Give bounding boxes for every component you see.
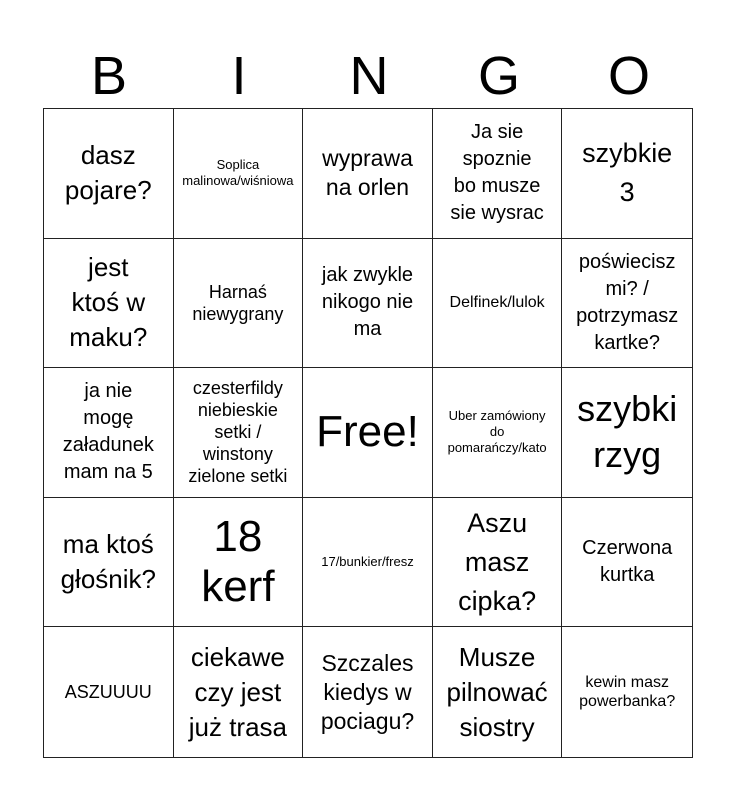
bingo-cell-text: ma ktoś głośnik?	[60, 529, 156, 595]
bingo-cell[interactable]	[562, 239, 692, 369]
header-letter-b: B	[90, 46, 128, 106]
bingo-cell-text: Uber zamówiony do pomarańczy/kato	[447, 408, 547, 456]
bingo-cell-text: Czerwona kurtka	[582, 537, 673, 587]
bingo-cell-text: jak zwykle nikogo nie ma	[321, 264, 414, 341]
bingo-header	[44, 44, 694, 108]
bingo-cell[interactable]	[433, 239, 563, 369]
bingo-cell[interactable]	[433, 627, 563, 757]
bingo-cell-text: dasz pojare?	[64, 140, 152, 206]
bingo-cell[interactable]	[433, 498, 563, 628]
bingo-cell-text: Musze pilnować siostry	[446, 641, 548, 742]
bingo-cell-text: ASZUUUU	[64, 682, 152, 703]
bingo-cell-text: 17/bunkier/fresz	[321, 554, 414, 570]
bingo-cell-text: 18 kerf	[201, 512, 275, 612]
bingo-cell[interactable]	[174, 239, 304, 369]
bingo-card-grid	[43, 108, 693, 758]
header-letter-g: G	[477, 46, 520, 106]
bingo-cell-text: Harnaś niewygrany	[192, 281, 284, 324]
bingo-cell-text: Szczales kiedys w pociagu?	[320, 649, 415, 734]
bingo-cell[interactable]	[44, 368, 174, 498]
bingo-cell[interactable]	[44, 109, 174, 239]
bingo-cell[interactable]	[174, 498, 304, 628]
bingo-cell-text: poświecisz mi? / potrzymasz kartke?	[576, 250, 679, 354]
free-space-text: Free!	[316, 407, 419, 457]
bingo-cell[interactable]	[562, 498, 692, 628]
header-letter-o: O	[607, 46, 650, 106]
bingo-cell[interactable]	[44, 239, 174, 369]
bingo-cell[interactable]	[44, 498, 174, 628]
bingo-cell-text: Ja sie spoznie bo musze sie wysrac	[450, 121, 544, 225]
bingo-cell-text: Aszu masz cipka?	[458, 507, 537, 616]
bingo-cell[interactable]	[303, 627, 433, 757]
bingo-cell[interactable]	[562, 368, 692, 498]
bingo-cell[interactable]	[303, 498, 433, 628]
header-letter-n: N	[349, 46, 389, 106]
bingo-cell[interactable]	[562, 627, 692, 757]
bingo-cell[interactable]	[303, 239, 433, 369]
bingo-cell[interactable]	[562, 109, 692, 239]
bingo-cell[interactable]	[174, 627, 304, 757]
bingo-cell[interactable]	[44, 627, 174, 757]
bingo-cell-text: kewin masz powerbanka?	[579, 674, 676, 711]
bingo-cell-text: czesterfildy niebieskie setki / winstony zielone setki	[188, 378, 288, 487]
bingo-cell[interactable]	[433, 109, 563, 239]
bingo-cell[interactable]	[174, 368, 304, 498]
bingo-cell-text: ciekawe czy jest już trasa	[188, 641, 288, 742]
bingo-cell-text: szybkie 3	[582, 138, 673, 208]
bingo-cell-text: szybki rzyg	[577, 388, 678, 476]
bingo-cell-text: ja nie mogę załadunek mam na 5	[62, 380, 154, 484]
bingo-cell[interactable]	[303, 109, 433, 239]
bingo-cell-text: Soplica malinowa/wiśniowa	[182, 157, 294, 189]
bingo-cell[interactable]	[433, 368, 563, 498]
bingo-cell[interactable]	[174, 109, 304, 239]
bingo-cell-text: wyprawa na orlen	[322, 145, 413, 201]
bingo-cell-text: Delfinek/lulok	[449, 294, 545, 312]
free-space-cell[interactable]	[303, 368, 433, 498]
header-letter-i: I	[231, 46, 247, 106]
bingo-cell-text: jest ktoś w maku?	[69, 252, 148, 353]
